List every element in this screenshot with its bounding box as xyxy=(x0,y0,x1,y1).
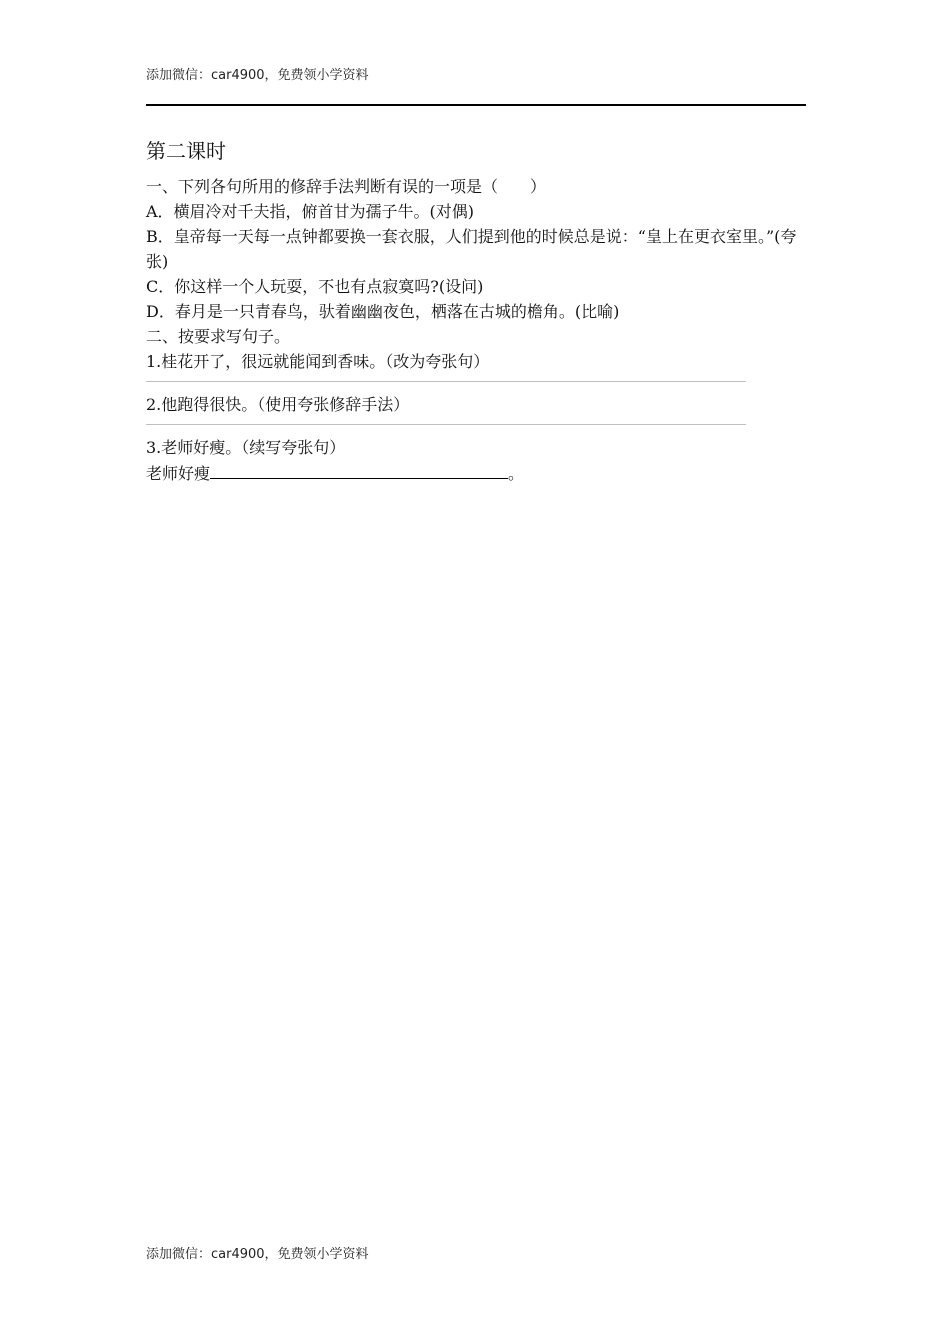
q3-prefix: 老师好瘦 xyxy=(146,464,211,483)
page-header: 添加微信：car4900，免费领小学资料 xyxy=(146,68,369,83)
question-3-answer xyxy=(146,460,808,486)
question-3: 3.老师好瘦。（续写夸张句） xyxy=(146,438,346,457)
option-c: C．你这样一个人玩耍，不也有点寂寞吗?(设问) xyxy=(146,277,484,296)
section1-heading: 一、下列各句所用的修辞手法判断有误的一项是（ ） xyxy=(146,177,547,196)
option-d: D．春月是一只青春鸟，驮着幽幽夜色，栖落在古城的檐角。(比喻) xyxy=(146,302,620,321)
lesson-title: 第二课时 xyxy=(146,139,226,163)
section2-heading: 二、按要求写句子。 xyxy=(146,327,291,346)
question-2: 2.他跑得很快。（使用夸张修辞手法） xyxy=(146,395,410,414)
fill-in-blank[interactable] xyxy=(210,460,508,479)
option-b: B．皇帝每一天每一点钟都要换一套衣服，人们提到他的时候总是说：“皇上在更衣室里。”(夸张) xyxy=(146,227,797,271)
question-1: 1.桂花开了，很远就能闻到香味。（改为夸张句） xyxy=(146,352,490,371)
worksheet-content xyxy=(146,136,808,486)
answer-line-2[interactable] xyxy=(146,424,746,425)
option-a: A．横眉冷对千夫指，俯首甘为孺子牛。(对偶) xyxy=(146,202,475,221)
q3-suffix: 。 xyxy=(508,464,525,483)
page-footer: 添加微信：car4900，免费领小学资料 xyxy=(146,1247,369,1262)
header-rule xyxy=(146,104,806,106)
answer-line-1[interactable] xyxy=(146,381,746,382)
